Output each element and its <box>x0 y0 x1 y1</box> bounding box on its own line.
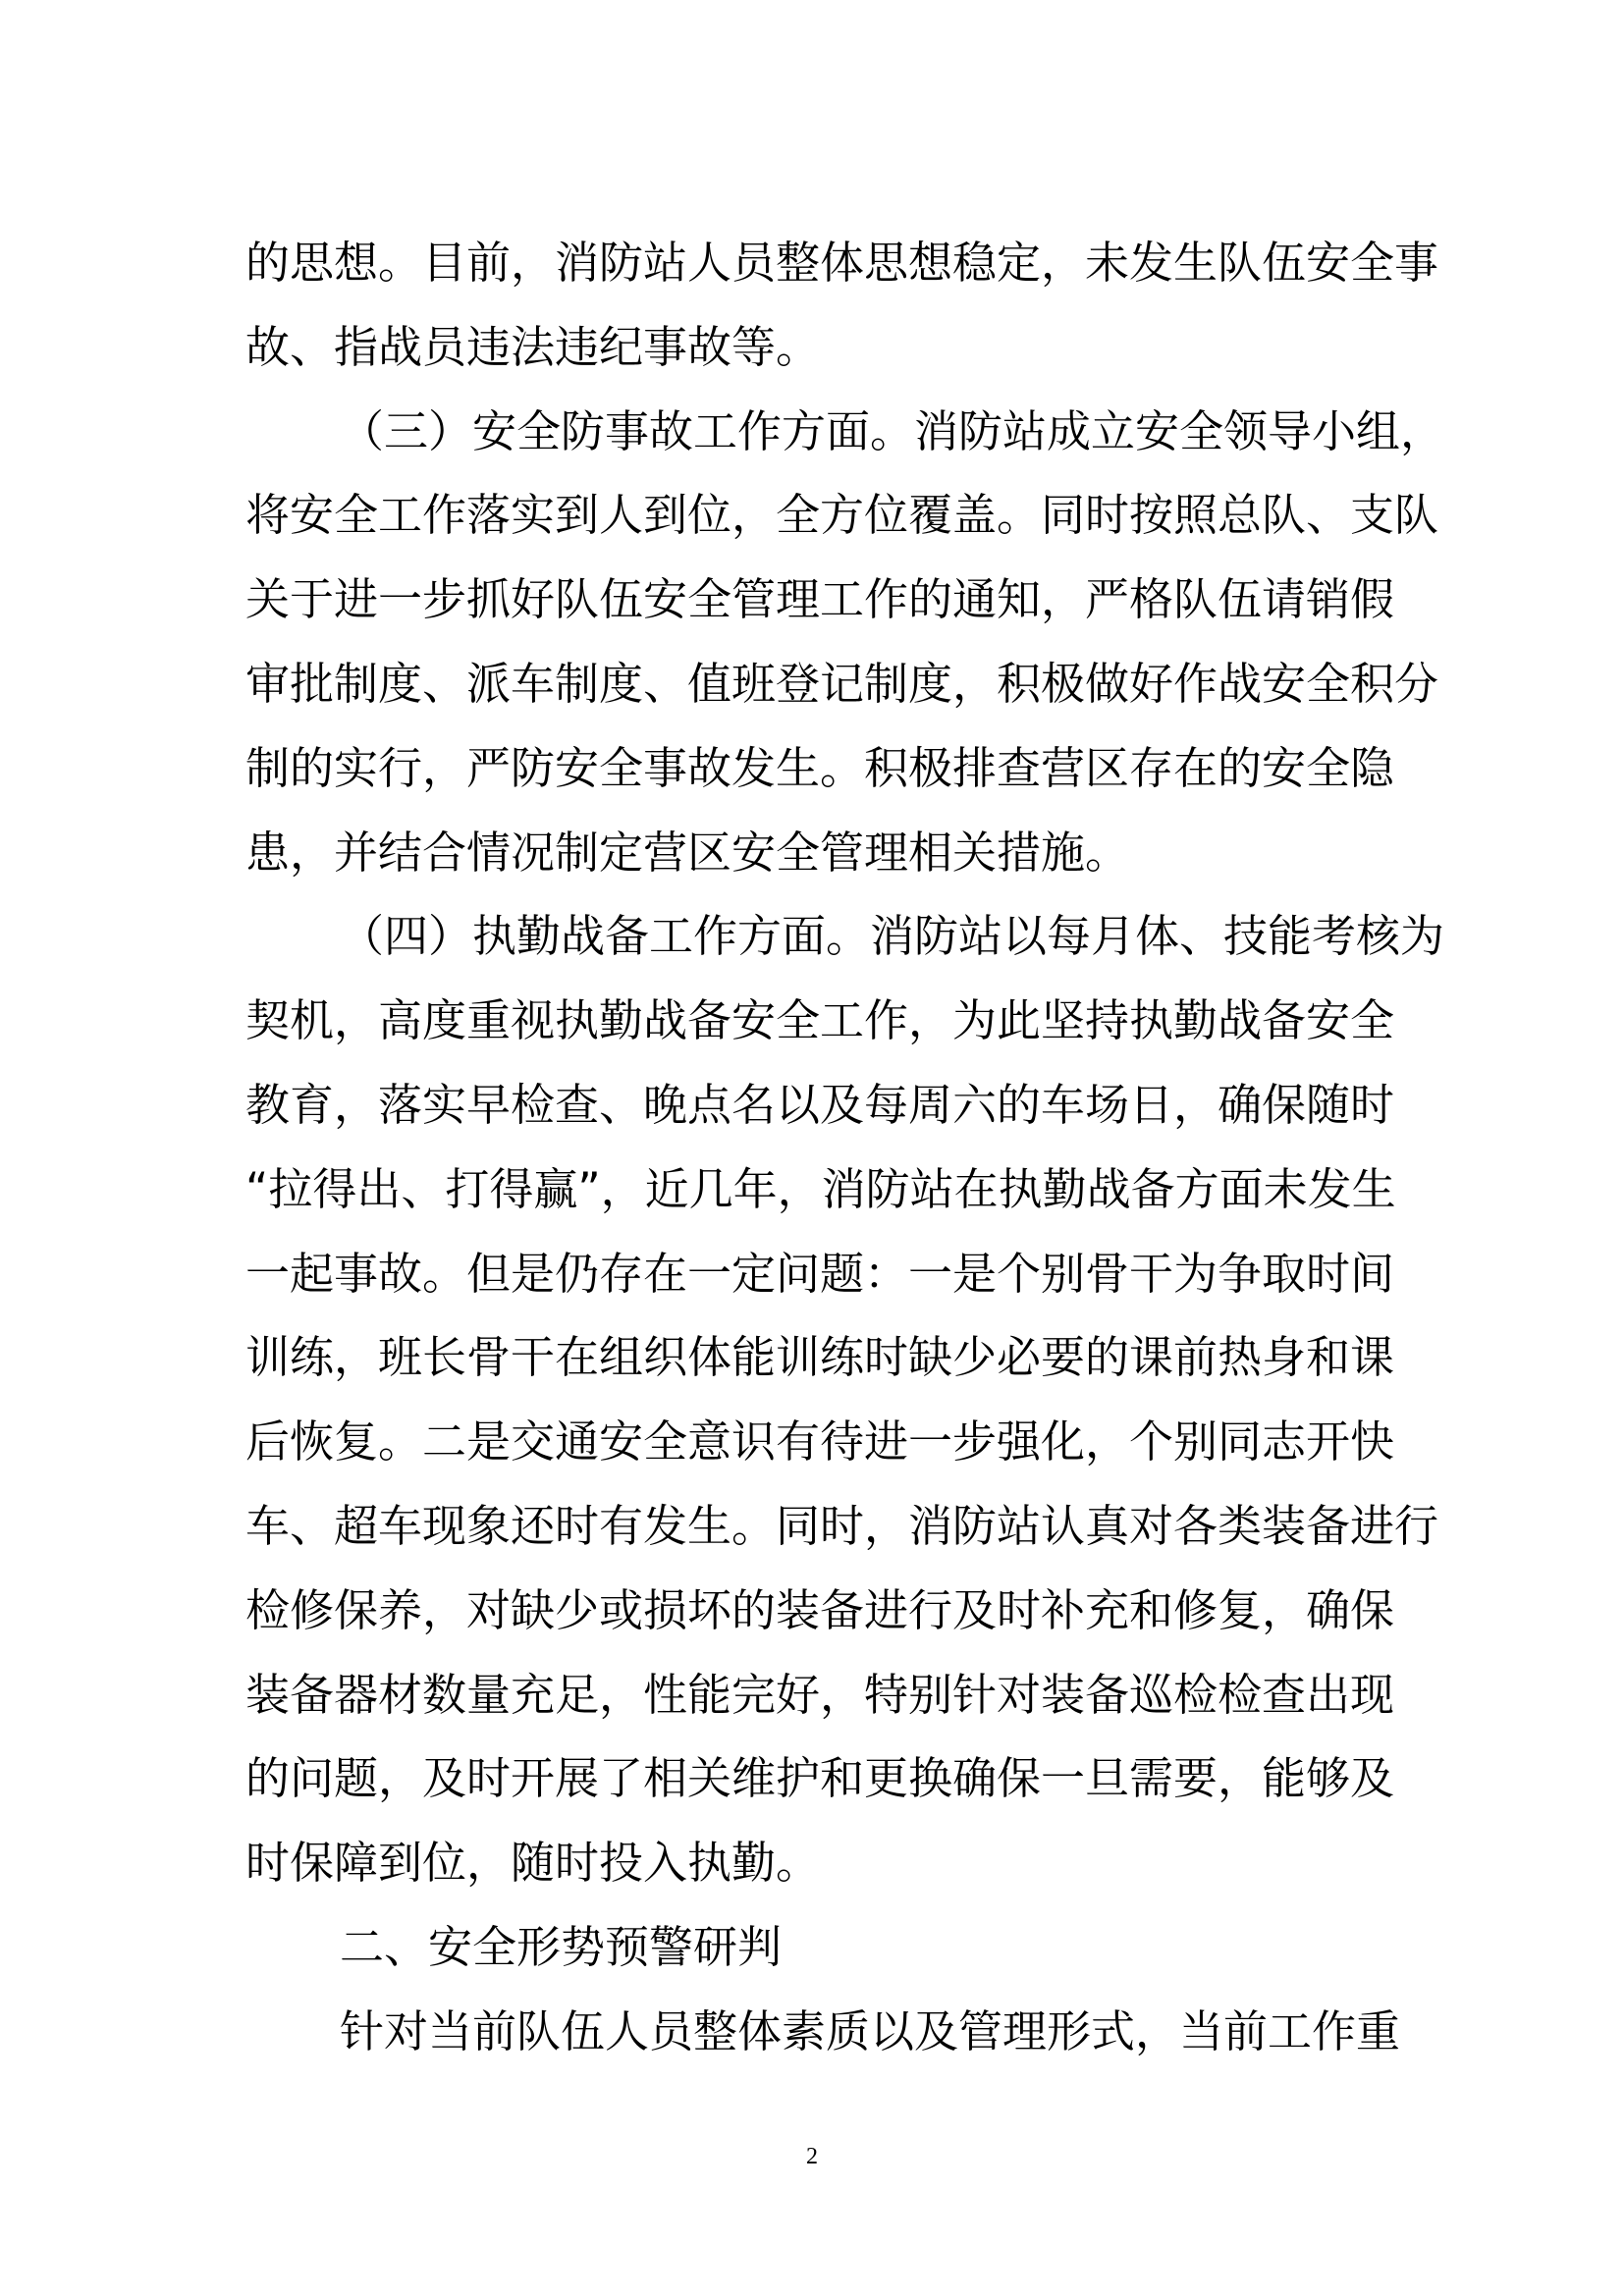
text-line: 契机，高度重视执勤战备安全工作，为此坚持执勤战备安全 <box>245 994 1395 1047</box>
text-line: 患，并结合情况制定营区安全管理相关措施。 <box>245 826 1130 879</box>
section-heading-line: （四）执勤战备工作方面。消防站以每月体、技能考核为 <box>340 910 1445 963</box>
text-line: 训练，班长骨干在组织体能训练时缺少必要的课前热身和课 <box>245 1331 1395 1384</box>
text-line: 故、指战员违法违纪事故等。 <box>245 320 821 373</box>
text-line: 教育，落实早检查、晚点名以及每周六的车场日，确保随时 <box>245 1078 1395 1131</box>
text-line: 审批制度、派车制度、值班登记制度，积极做好作战安全积分 <box>245 657 1439 710</box>
text-line: 关于进一步抓好队伍安全管理工作的通知，严格队伍请销假 <box>245 573 1395 626</box>
text-line: “拉得出、打得赢”，近几年，消防站在执勤战备方面未发生 <box>245 1162 1396 1215</box>
text-line: 检修保养，对缺少或损坏的装备进行及时补充和修复，确保 <box>245 1583 1395 1636</box>
text-line: 的思想。目前，消防站人员整体思想稳定，未发生队伍安全事 <box>245 237 1439 289</box>
text-line: 装备器材数量充足，性能完好，特别针对装备巡检检查出现 <box>245 1668 1395 1721</box>
text-line: 车、超车现象还时有发生。同时，消防站认真对各类装备进行 <box>245 1499 1439 1552</box>
text-line: 针对当前队伍人员整体素质以及管理形式，当前工作重 <box>340 2004 1401 2057</box>
text-line: 的问题，及时开展了相关维护和更换确保一旦需要，能够及 <box>245 1752 1395 1805</box>
text-line: 时保障到位，随时投入执勤。 <box>245 1837 821 1890</box>
text-line: 制的实行，严防安全事故发生。积极排查营区存在的安全隐 <box>245 741 1395 794</box>
text-line: 后恢复。二是交通安全意识有待进一步强化，个别同志开快 <box>245 1415 1395 1468</box>
section-heading-line: （三）安全防事故工作方面。消防站成立安全领导小组， <box>340 404 1445 457</box>
page-number: 2 <box>806 2144 818 2169</box>
text-line: 将安全工作落实到人到位，全方位覆盖。同时按照总队、支队 <box>245 489 1439 542</box>
body-text <box>245 236 1445 2089</box>
section-title: 二、安全形势预警研判 <box>340 1920 783 1973</box>
text-line: 一起事故。但是仍存在一定问题：一是个别骨干为争取时间 <box>245 1247 1395 1300</box>
